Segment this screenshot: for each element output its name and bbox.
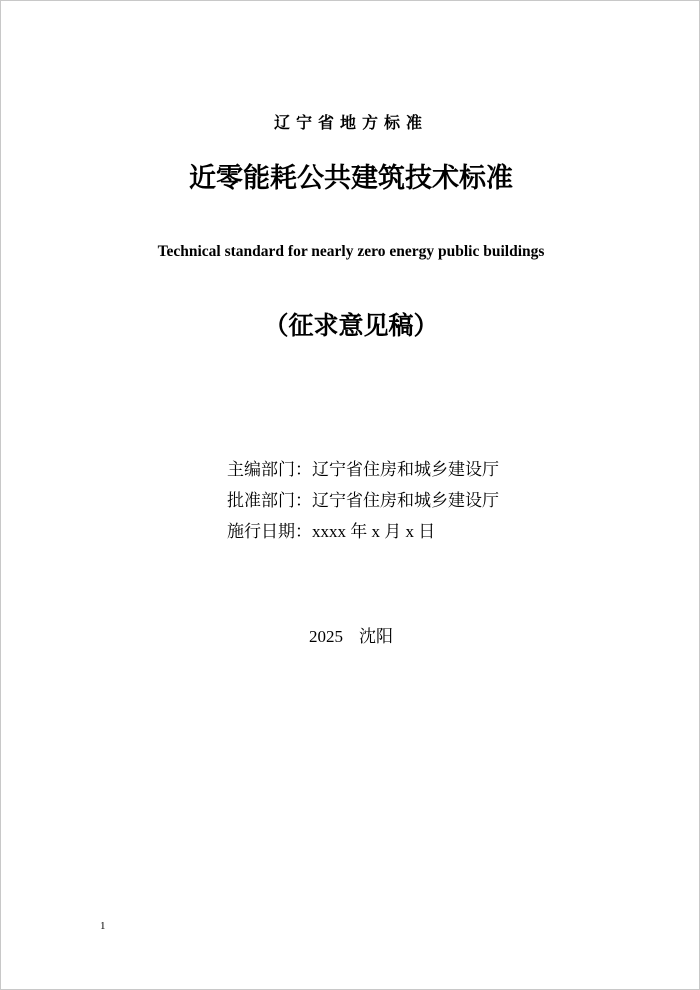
- publication-info: [227, 454, 667, 547]
- approver-row: [227, 485, 667, 516]
- year-and-city: [1, 626, 700, 648]
- english-title: Technical standard for nearly zero energy public buildings: [157, 243, 545, 260]
- effective-date-value: xxxx 年 x 月 x 日: [312, 522, 436, 541]
- editor-value: 辽宁省住房和城乡建设厅: [312, 460, 499, 479]
- approver-value: 辽宁省住房和城乡建设厅: [312, 491, 499, 510]
- draft-label: （征求意见稿）: [263, 311, 439, 340]
- standard-type-heading: 辽宁省地方标准: [273, 113, 428, 132]
- editor-label: 主编部门：: [227, 460, 312, 479]
- publication-year: 2025: [309, 627, 343, 646]
- publication-city: 沈阳: [359, 627, 393, 646]
- page-number: 1: [100, 920, 106, 932]
- approver-label: 批准部门：: [227, 491, 312, 510]
- effective-date-row: [227, 516, 667, 547]
- editor-row: [227, 454, 667, 485]
- chinese-title: 近零能耗公共建筑技术标准: [189, 163, 513, 194]
- effective-date-label: 施行日期：: [227, 522, 312, 541]
